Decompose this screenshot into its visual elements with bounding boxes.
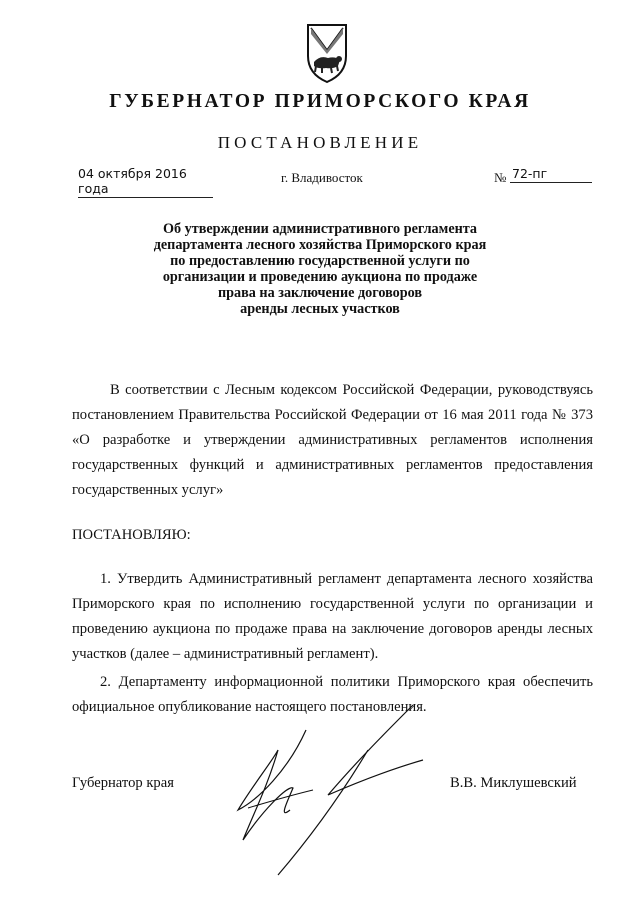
decree-word: ПОСТАНОВЛЯЮ: bbox=[72, 527, 191, 543]
subject-line: департамента лесного хозяйства Приморского края bbox=[153, 237, 487, 253]
preamble-paragraph: В соответствии с Лесным кодексом Российской Федерации, руководствуясь постановлением Правительства Российской Федерации от 16 мая 2011 года № 373 «О разработке и утверждении административных регламентов исполнения государственных функций и административных регламентов предоставления государственных услуг» bbox=[72, 382, 593, 498]
document-date: 04 октября 2016 года bbox=[78, 166, 213, 198]
subject-line: организации и проведению аукциона по продаже bbox=[162, 269, 478, 285]
item-2-paragraph: 2. Департаменту информационной политики Приморского края обеспечить официальное опубликование настоящего постановления. bbox=[72, 674, 593, 715]
signatory-name: В.В. Миклушевский bbox=[450, 775, 577, 791]
subject-line: Об утверждении административного регламента bbox=[162, 221, 478, 237]
authority-title: ГУБЕРНАТОР ПРИМОРСКОГО КРАЯ bbox=[109, 91, 531, 112]
signatory-title: Губернатор края bbox=[72, 775, 174, 791]
primorsky-krai-coat-of-arms-icon bbox=[298, 22, 356, 84]
document-city: г. Владивосток bbox=[281, 170, 363, 185]
document-type: ПОСТАНОВЛЕНИЕ bbox=[217, 133, 423, 152]
number-label: № bbox=[494, 170, 507, 185]
subject-line: по предоставлению государственной услуги по bbox=[170, 253, 470, 269]
item-1-paragraph: 1. Утвердить Административный регламент департамента лесного хозяйства Приморского края по исполнению государственной услуги по организации и проведению аукциона по продаже права на заключение договоров аренды лесных участков (далее – административный регламент). bbox=[72, 571, 593, 662]
subject-line: аренды лесных участков bbox=[240, 301, 400, 317]
handwritten-signature bbox=[218, 690, 458, 880]
document-subject bbox=[120, 221, 520, 317]
subject-line: права на заключение договоров bbox=[217, 285, 423, 301]
document-number: 72-пг bbox=[510, 166, 592, 183]
